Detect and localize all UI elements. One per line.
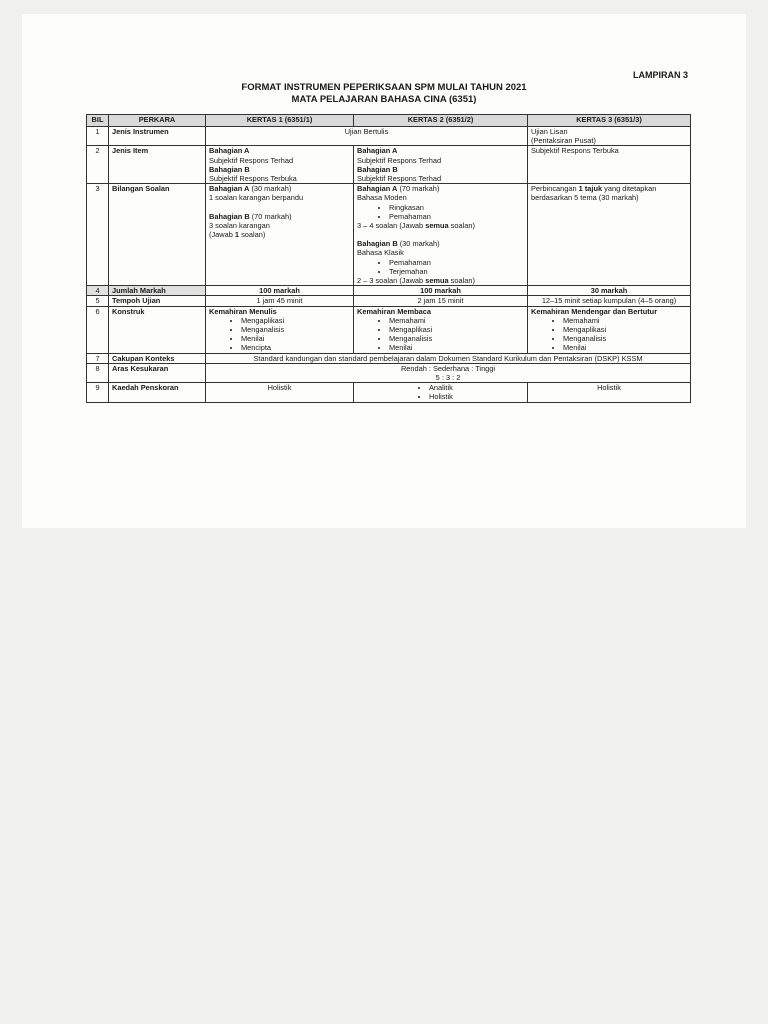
list-item: • Memahami [389,316,524,325]
row-label: Bilangan Soalan [109,184,206,286]
row-number: 2 [87,146,109,184]
text-line [357,221,524,230]
bilangan-soalan-kertas-1 [206,184,354,286]
cakupan-konteks-value: Standard kandungan dan standard pembelajaran dalam Dokumen Standard Kurikulum dan Pentaksiran (DSKP) KSSM [206,353,691,363]
text-line [209,184,350,193]
jenis-instrumen-bertulis: Ujian Bertulis [206,127,528,146]
list-item: • Memahami [563,316,687,325]
bilangan-soalan-kertas-3 [528,184,691,286]
text-line [357,184,524,193]
table-row [87,286,691,296]
list-item: • Terjemahan [389,267,524,276]
bullet-list [531,316,687,353]
note-text: 3 – 4 soalan (Jawab [357,221,426,231]
row-number: 6 [87,306,109,353]
format-table [86,114,691,403]
header-kertas-1: KERTAS 1 (6351/1) [206,115,354,127]
text-line: Rendah : Sederhana : Tinggi [400,363,496,373]
note-text: soalan) [448,221,475,231]
section-heading: Bahagian B [357,164,398,174]
marks-text: (70 markah) [249,211,292,221]
marks-text: (30 markah) [397,239,440,249]
note-text: (Jawab [209,230,235,240]
list-item: • Mengaplikasi [563,325,687,334]
section-heading: Bahagian B [209,211,250,221]
marks-text: (30 markah) [249,184,292,194]
row-label: Kaedah Penskoran [109,383,206,402]
row-number: 9 [87,383,109,402]
tempoh-ujian-kertas-3: 12–15 minit setiap kumpulan (4–5 orang) [528,296,691,306]
note-bold: 1 [234,230,240,240]
konstruk-kertas-1 [206,306,354,353]
note-text: soalan) [448,276,475,286]
table-row [87,146,691,184]
note-text: Perbincangan [531,184,579,194]
text-line: Bahasa Moden [357,193,407,203]
section-heading: Kemahiran Membaca [357,306,431,316]
bullet-list [357,383,524,401]
section-heading: Bahagian A [209,146,250,156]
header-kertas-2: KERTAS 2 (6351/2) [354,115,528,127]
list-item: • Pemahaman [389,258,524,267]
note-text: 2 – 3 soalan (Jawab [357,276,426,286]
text-line [209,230,350,239]
title-line-1: FORMAT INSTRUMEN PEPERIKSAAN SPM MULAI TAHUN 2021 [241,82,527,93]
row-number: 4 [87,286,109,296]
row-number: 8 [87,363,109,382]
list-item: • Menilai [389,343,524,352]
list-item: • Mengaplikasi [241,316,350,325]
jenis-item-kertas-1 [206,146,354,184]
row-number: 5 [87,296,109,306]
text-line: Subjektif Respons Terhad [357,174,442,184]
row-number: 1 [87,127,109,146]
kaedah-penskoran-kertas-1: Holistik [206,383,354,402]
bullet-list [357,316,524,353]
tempoh-ujian-kertas-2: 2 jam 15 minit [354,296,528,306]
spacer [209,203,350,212]
text-line [531,184,687,202]
kaedah-penskoran-kertas-2 [354,383,528,402]
spacer [357,230,524,239]
row-label: Jenis Item [109,146,206,184]
text-line: Subjektif Respons Terhad [209,155,294,165]
list-item: • Menilai [241,334,350,343]
list-item: • Analitik [429,383,524,392]
marks-text: (70 markah) [397,184,440,194]
note-bold: semua [425,221,449,231]
jenis-item-kertas-2 [354,146,528,184]
text-line: Bahasa Klasik [357,248,404,258]
list-item: • Menilai [563,343,687,352]
section-heading: Bahagian B [357,239,398,249]
text-line [357,239,524,248]
row-label: Cakupan Konteks [109,353,206,363]
section-heading: Bahagian A [209,184,250,194]
table-row [87,383,691,402]
bullet-list [357,203,524,221]
text-line: Subjektif Respons Terhad [357,155,442,165]
text-line: Subjektif Respons Terbuka [209,174,297,184]
list-item: • Mengaplikasi [389,325,524,334]
tempoh-ujian-kertas-1: 1 jam 45 minit [206,296,354,306]
jumlah-markah-kertas-3: 30 markah [528,286,691,296]
list-item: • Mencipta [241,343,350,352]
jumlah-markah-kertas-1: 100 markah [206,286,354,296]
bullet-list [209,316,350,353]
list-item: • Menganalisis [241,325,350,334]
konstruk-kertas-3 [528,306,691,353]
header-perkara: PERKARA [109,115,206,127]
text-line [209,212,350,221]
jenis-instrumen-kertas-3 [528,127,691,146]
text-line: Ujian Lisan [531,127,568,136]
text-line: (Pentaksiran Pusat) [531,136,596,146]
bilangan-soalan-kertas-2 [354,184,528,286]
document-sheet [22,14,746,528]
bullet-list [357,258,524,276]
note-text: yang ditetapkan berdasarkan 5 tema (30 markah) [531,184,657,203]
list-item: • Menganalisis [389,334,524,343]
title-line-2: MATA PELAJARAN BAHASA CINA (6351) [291,94,477,105]
row-number: 7 [87,353,109,363]
section-heading: Bahagian A [357,184,398,194]
text-line: 1 soalan karangan berpandu [209,193,304,203]
table-header-row [87,115,691,127]
row-label: Jumlah Markah [109,286,206,296]
table-row [87,127,691,146]
note-text: soalan) [239,230,266,240]
list-item: • Menganalisis [563,334,687,343]
table-row [87,353,691,363]
appendix-label: LAMPIRAN 3 [632,70,688,80]
section-heading: Bahagian B [209,164,250,174]
kaedah-penskoran-kertas-3: Holistik [528,383,691,402]
header-kertas-3: KERTAS 3 (6351/3) [528,115,691,127]
row-number: 3 [87,184,109,286]
row-label: Jenis Instrumen [109,127,206,146]
jumlah-markah-kertas-2: 100 markah [354,286,528,296]
table-row [87,296,691,306]
table-row [87,306,691,353]
list-item: • Holistik [429,392,524,401]
row-label: Tempoh Ujian [109,296,206,306]
jenis-item-kertas-3: Subjektif Respons Terbuka [528,146,691,184]
note-bold: semua [425,276,449,286]
section-heading: Kemahiran Mendengar dan Bertutur [531,306,658,316]
aras-kesukaran-value [206,363,691,382]
document-title [22,82,746,106]
table-row [87,363,691,382]
header-bil: BIL [87,115,109,127]
note-bold: 1 tajuk [578,184,603,194]
row-label: Aras Kesukaran [109,363,206,382]
table-row [87,184,691,286]
list-item: • Ringkasan [389,203,524,212]
section-heading: Kemahiran Menulis [209,306,277,316]
text-line: 5 : 3 : 2 [435,373,461,383]
text-line: 3 soalan karangan [209,220,270,230]
row-label: Konstruk [109,306,206,353]
section-heading: Bahagian A [357,146,398,156]
konstruk-kertas-2 [354,306,528,353]
text-line [357,276,524,285]
list-item: • Pemahaman [389,212,524,221]
